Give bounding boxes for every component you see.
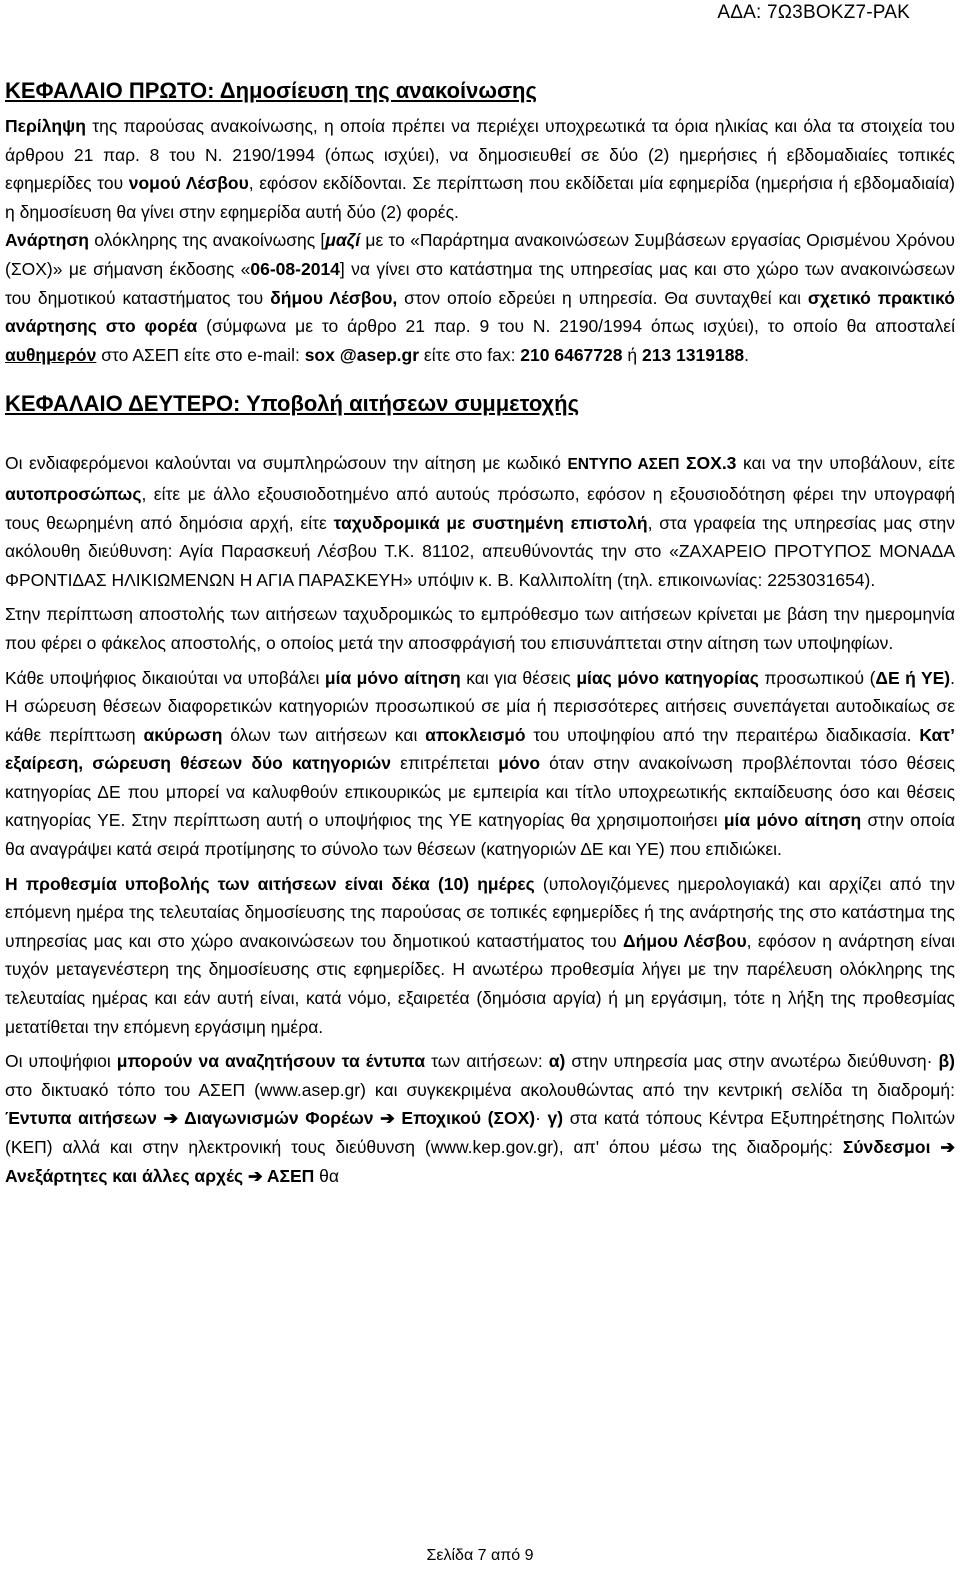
section-two-heading: ΚΕΦΑΛΑΙΟ ΔΕΥΤΕΡΟ: Υποβολή αιτήσεων συμμετοχής [5,391,580,417]
arrow-right-icon: ➔ [156,1108,185,1129]
document-body [5,76,955,1190]
single-application-paragraph: Κάθε υποψήφιος δικαιούται να υποβάλει μία μόνο αίτηση και για θέσεις μίας μόνο κατηγορίας προσωπικού (ΔΕ ή ΥΕ). Η σώρευση θέσεων διαφορετικών κατηγοριών προσωπικού σε μία ή περισσότερες αιτήσεις συνεπάγεται αυτοδικαίως σε κάθε περίπτωση ακύρωση όλων των αιτήσεων και αποκλεισμό του υποψηφίου από την περαιτέρω διαδικασία. Κατ’ εξαίρεση, σώρευση θέσεων δύο κατηγοριών επιτρέπεται μόνο όταν στην ανακοίνωση προβλέπονται τόσο θέσεις κατηγορίας ΔΕ που μπορεί να καλυφθούν επικουρικώς με εμπειρία και τίτλο υποχρεωτικής εκπαίδευσης όσο και θέσεις κατηγορίας ΥΕ. Στην περίπτωση αυτή ο υποψήφιος της ΥΕ κατηγορίας θα χρησιμοποιήσει μία μόνο αίτηση στην οποία θα αναγράψει κατά σειρά προτίμησης το σύνολο των θέσεων (κατηγοριών ΔΕ και ΥΕ) που επιδιώκει. [5,667,956,860]
postal-paragraph: Στην περίπτωση αποστολής των αιτήσεων ταχυδρομικώς το εμπρόθεσμο των αιτήσεων κρίνεται με βάση την ημερομηνία που φέρει ο φάκελος αποστολής, ο οποίος μετά την αποσφράγισή του επισυνάπτεται στην αίτηση των υποψηφίων. [5,604,955,653]
arrow-right-icon: ➔ [243,1165,267,1186]
section-one-heading: ΚΕΦΑΛΑΙΟ ΠΡΩΤΟ: Δημοσίευση της ανακοίνωσης [5,78,537,103]
posting-paragraph: Ανάρτηση ολόκληρης της ανακοίνωσης [μαζί με το «Παράρτημα ανακοινώσεων Συμβάσεων εργασίας Ορισμένου Χρόνου (ΣΟΧ)» με σήμανση έκδοσης «06-08-2014] να γίνει στο κατάστημα της υπηρεσίας μας και στο χώρο των ανακοινώσεων του δημοτικού καταστήματος του δήμου Λέσβου, στον οποίο εδρεύει η υπηρεσία. Θα συνταχθεί και σχετικό πρακτικό ανάρτησης στο φορέα (σύμφωνα με το άρθρο 21 παρ. 9 του Ν. 2190/1994 όπως ισχύει), το οποίο θα αποσταλεί αυθημερόν στο ΑΣΕΠ είτε στο e-mail: sox @asep.gr είτε στο fax: 210 6467728 ή 213 1319188. [5,230,955,365]
arrow-right-icon: ➔ [930,1137,955,1157]
page-number: Σελίδα 7 από 9 [426,1547,534,1564]
summary-paragraph: Περίληψη της παρούσας ανακοίνωσης, η οποία πρέπει να περιέχει υποχρεωτικά τα όρια ηλικίας και όλα τα στοιχεία του άρθρου 21 παρ. 8 του Ν. 2190/1994 (όπως ισχύει), να δημοσιευθεί σε δύο (2) ημερήσιες ή εβδομαδιαίες τοπικές εφημερίδες του νομού Λέσβου, εφόσον εκδίδονται. Σε περίπτωση που εκδίδεται μία εφημερίδα (ημερήσια ή εβδομαδιαία) η δημοσίευση θα γίνει στην εφημερίδα αυτή δύο (2) φορές. [5,116,955,222]
forms-paragraph: Οι υποψήφιοι μπορούν να αναζητήσουν τα έντυπα των αιτήσεων: α) στην υπηρεσία μας στην ανωτέρω διεύθυνση· β) στο δικτυακό τόπο του ΑΣΕΠ (www.asep.gr) και συγκεκριμένα ακολουθώντας από την κεντρική σελίδα τη διαδρομή: Έντυπα αιτήσεων ➔ Διαγωνισμών Φορέων ➔ Εποχικού (ΣΟΧ)· γ) στα κατά τόπους Κέντρα Εξυπηρέτησης Πολιτών (ΚΕΠ) αλλά και στην ηλεκτρονική τους διεύθυνση (www.kep.gov.gr), απ' όπου μέσω της διαδρομής: Σύνδεσμοι ➔ Ανεξάρτητες και άλλες αρχές ➔ ΑΣΕΠ θα [5,1051,955,1186]
ada-code: ΑΔΑ: 7Ω3ΒΟΚΖ7-ΡΑΚ [717,2,910,23]
arrow-right-icon: ➔ [373,1108,402,1129]
application-paragraph: Οι ενδιαφερόμενοι καλούνται να συμπληρώσουν την αίτηση με κωδικό ΕΝΤΥΠΟ ΑΣΕΠ ΣΟΧ.3 και να την υποβάλουν, είτε αυτοπροσώπως, είτε με άλλο εξουσιοδοτημένο από αυτούς πρόσωπο, εφόσον η εξουσιοδότηση φέρει την υπογραφή τους θεωρημένη από δημόσια αρχή, είτε ταχυδρομικά με συστημένη επιστολή, στα γραφεία της υπηρεσίας μας στην ακόλουθη διεύθυνση: Αγία Παρασκευή Λέσβου Τ.Κ. 81102, απευθύνοντάς την στο «ΖΑΧΑΡΕΙΟ ΠΡΟΤΥΠΟΣ ΜΟΝΑΔΑ ΦΡΟΝΤΙΔΑΣ ΗΛΙΚΙΩΜΕΝΩΝ Η ΑΓΙΑ ΠΑΡΑΣΚΕΥΗ» υπόψιν κ. Β. Καλλιπολίτη (τηλ. επικοινωνίας: 2253031654). [5,453,956,590]
deadline-paragraph: Η προθεσμία υποβολής των αιτήσεων είναι δέκα (10) ημέρες (υπολογιζόμενες ημερολογιακά) και αρχίζει από την επόμενη ημέρα της τελευταίας δημοσίευσης της παρούσας σε τοπικές εφημερίδες ή της ανάρτησής της στο κατάστημα της υπηρεσίας μας και στο χώρο ανακοινώσεων του δημοτικού καταστήματος του Δήμου Λέσβου, εφόσον η ανάρτηση είναι τυχόν μεταγενέστερη της δημοσίευσης στις εφημερίδες. Η ανωτέρω προθεσμία λήγει με την παρέλευση ολόκληρης της τελευταίας ημέρας και εάν αυτή είναι, κατά νόμο, εξαιρετέα (δημόσια αργία) ή μη εργάσιμη, τότε η λήξη της προθεσμίας μετατίθεται την επόμενη εργάσιμη ημέρα. [5,873,955,1037]
